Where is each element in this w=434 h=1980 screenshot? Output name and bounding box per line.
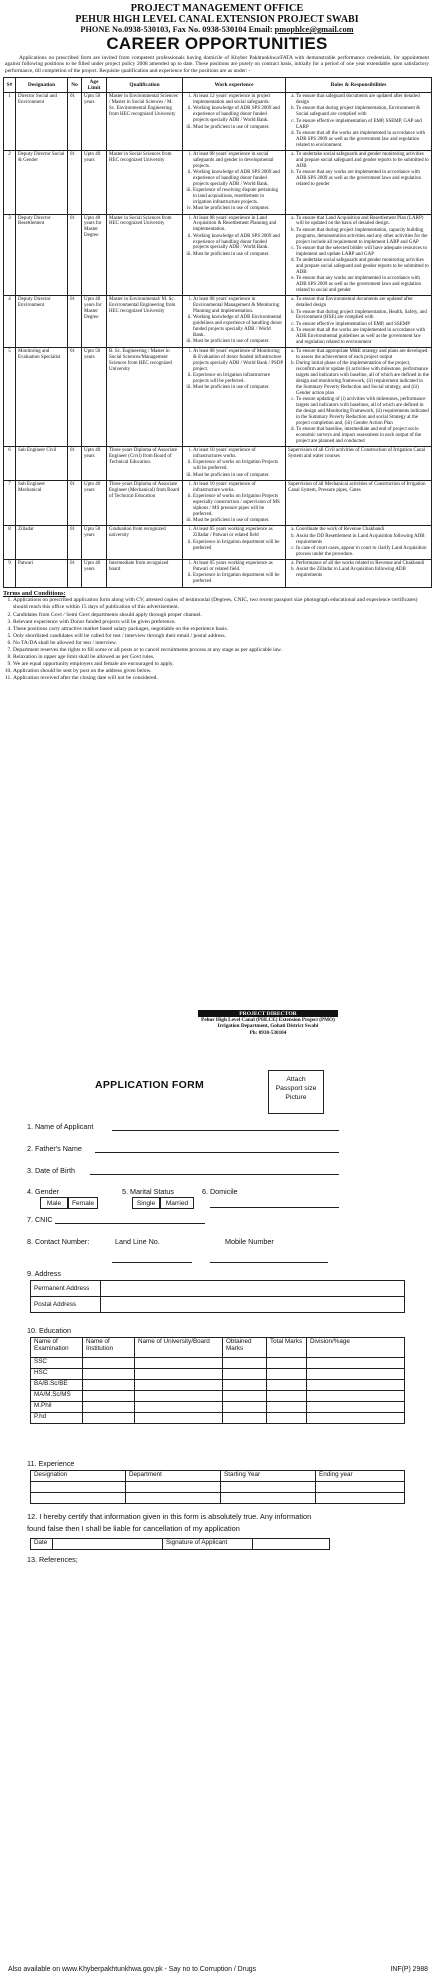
role-item: c. To ensure effective implementation of EMP, and SSEMP [296,322,429,328]
education-cell[interactable] [307,1358,405,1369]
position-row [4,296,432,348]
position-count: 01 [68,480,82,526]
position-designation: Deputy Director Resettlement [16,214,68,296]
position-count: 01 [68,526,82,560]
project-title: PEHUR HIGH LEVEL CANAL EXTENSION PROJECT SWABI [75,14,359,25]
roles-list [288,94,429,148]
role-item: a. To ensure that appropriate M&E strategy and plans are developed to assess the achievement of each project output [296,349,429,361]
experience-list [185,152,283,212]
education-cell[interactable] [307,1402,405,1413]
q8-label: 8. Contact Number: [27,1237,90,1246]
position-age: Upto 40 years for Master Degree [82,214,107,296]
position-count: 01 [68,296,82,348]
header-age: Age Limit [82,78,107,93]
q3-label: 3. Date of Birth [27,1166,75,1175]
position-sno: 2 [4,150,16,214]
position-roles [286,526,432,560]
position-count: 01 [68,348,82,447]
application-form-title: APPLICATION FORM [95,1079,205,1091]
experience-item: iii. Must be proficient in use of computer. [193,125,283,131]
position-count: 01 [68,447,82,481]
marital-married-box[interactable]: Married [160,1197,194,1209]
exp-cell[interactable] [31,1493,126,1504]
role-text: Supervision of all Civil activities of Construction of Irrigation Canal System and water courses [288,448,426,460]
position-age: Upto 50 years [82,348,107,447]
declaration-line-2: found false then I shall be liable for cancellation of my application [27,1524,240,1533]
address-row [31,1297,405,1313]
education-row [31,1358,405,1369]
header-roles: Roles & Responsibilities [286,78,432,93]
edu-header-obtained: Obtained Marks [223,1338,267,1358]
position-roles [286,348,432,447]
education-exam: M.Phil [31,1402,83,1413]
position-designation: Monitoring and Evaluation Specialist [16,348,68,447]
education-exam: HSC [31,1369,83,1380]
footer-code: INF(P) 2988 [390,1966,428,1973]
position-experience [183,348,286,447]
q7-label: 7. CNIC [27,1215,53,1224]
q1-label: 1. Name of Applicant [27,1122,94,1131]
experience-item: iii. Experience of resolving dispute pertaining to land acquisitions, resettlement in irrigation infrastructure projects. [193,188,283,206]
experience-item: i. At least 08 years' experience in social safeguards and gender in developmental projects. [193,152,283,170]
role-item: a. Coordinate the work of Revenue Chakbandi [296,527,429,533]
experience-item: i. At least 12 years' experience in project implementation and social safeguards. [193,94,283,106]
position-sno: 3 [4,214,16,296]
term-item: 4. These positions carry attractive market based salary packages, negotiable on the experience basis. [13,626,431,633]
education-body [31,1358,405,1424]
permanent-address-field[interactable] [101,1281,405,1297]
education-exam: P.hd [31,1413,83,1424]
exp-header-designation: Designation [31,1471,126,1482]
experience-row [31,1493,405,1504]
signature-field[interactable] [253,1539,330,1550]
experience-item: iii. Must be proficient in use of computer. [193,339,283,345]
header-designation: Designation [16,78,68,93]
photo-box [268,1070,324,1114]
education-row [31,1391,405,1402]
marital-single-box[interactable]: Single [132,1197,160,1209]
position-qualification: Master in Social Sciences from HEC recognized University [107,150,183,214]
phone-fax: PHONE No.0938-530103, Fax No. 0938-530104 Email: [80,25,275,34]
experience-item: iii. Must be proficient in use of computer. [193,473,283,479]
position-qualification: Three years Diploma of Associate Engineer (Civil) from Board of Technical Education. [107,447,183,481]
education-cell[interactable] [307,1391,405,1402]
education-cell[interactable] [135,1413,223,1424]
education-cell[interactable] [267,1391,307,1402]
experience-item: iii. Must be proficient in use of computer. [193,518,283,524]
position-count: 01 [68,560,82,587]
intro-paragraph: Applications on prescribed form are invited from competent professionals having domicile of Khyber Pakhtunkhwa/FATA with demonstrable performance credentials, for appointment against following positions to be filled under project policy 2008 amended up to date. These positions are purely on contract basis, initially for a period of one year extendable upon satisfactory performance, till completion of the project. Requisite qualification and experience for the positions are as under: - [5,55,429,74]
position-age: Upto 40 years [82,480,107,526]
experience-item: i. At least 08 years' experience in Land Acquisition & Resettlement Planning and implementation. [193,216,283,234]
experience-item: ii. Experience on Irrigation infrastructure projects will be preferred. [193,373,283,385]
father-name-field[interactable] [95,1145,339,1153]
education-cell[interactable] [267,1402,307,1413]
terms-list [3,597,431,682]
experience-item: ii. Experience of works on Irrigation Projects especially construction / supervision of MS siphons / MS pressure pipes will be preferred. [193,494,283,518]
position-qualification: Three years Diploma of Associate Engineer (Mechanical) from Board of Technical Education [107,480,183,526]
mobile-field[interactable] [210,1255,328,1263]
applicant-name-field[interactable] [112,1123,339,1131]
position-qualification: B. Sc. Engineering / Master in Social Sciences/Management Sciences from HEC recognized University [107,348,183,447]
position-roles [286,447,432,481]
position-qualification: Master in Environmental/ M. Sc. Environmental Engineering from HEC recognized University [107,296,183,348]
position-row [4,526,432,560]
education-cell[interactable] [223,1402,267,1413]
career-heading: CAREER OPPORTUNITIES [106,34,328,53]
experience-list [185,561,283,585]
experience-item: i. At least 05 years working experience as Patwari or related field. [193,561,283,573]
education-cell[interactable] [83,1402,135,1413]
footer-website[interactable]: Also available on www.Khyberpakhtunkhwa.gov.pk - Say no to Corruption / Drugs [8,1966,257,1973]
photo-line-1: Attach [286,1076,306,1083]
role-item: b. To ensure that during project implementation, Environment & Social safeguard are complied with [296,106,429,118]
pd-title: PROJECT DIRECTOR [198,1010,338,1017]
term-item: 9. We are equal opportunity employers and female are encouraged to apply. [13,661,431,668]
experience-item: ii. Working knowledge of ADB Environmental guidelines and experience of handling donor funded projects specially ADB / World Bank. [193,315,283,339]
experience-row [31,1482,405,1493]
education-cell[interactable] [307,1380,405,1391]
exp-cell[interactable] [126,1482,221,1493]
role-item: c. In case of court cases, appear in court to clarify Land Acquisition process under the procedure. [296,546,429,558]
education-cell[interactable] [223,1358,267,1369]
education-row [31,1402,405,1413]
position-roles [286,150,432,214]
education-cell[interactable] [135,1369,223,1380]
experience-item: ii. Working knowledge of ADB SPS 2009 and experience of handling donor funded projects specially ADB / World Bank. [193,234,283,252]
photo-line-3: Picture [285,1094,307,1101]
position-experience [183,93,286,151]
position-age: Upto 40 years [82,560,107,587]
position-designation: Deputy Director Environment [16,296,68,348]
term-item: 6. No TA/DA shall be allowed for test / interview. [13,640,431,647]
position-sno: 7 [4,480,16,526]
position-roles [286,214,432,296]
roles-list [288,527,429,557]
experience-table [30,1470,405,1504]
landline-field[interactable] [112,1255,192,1263]
term-item: 2. Candidates from Govt / Semi Govt departments should apply through proper channel. [13,612,431,619]
position-qualification: Master in Social Sciences from HEC recognized University [107,214,183,296]
education-row [31,1413,405,1424]
education-table [30,1337,405,1424]
role-item: a. To undertake social safeguards and gender monitoring activities and prepare social safeguard and gender reports to be submitted to ADB [296,152,429,170]
education-cell[interactable] [307,1413,405,1424]
gender-male-box[interactable]: Male [40,1197,68,1209]
role-item: b. To ensure that any works are implemented in accordance with ADB SPS 2009 as well as the government laws and regulation related to gender [296,170,429,188]
experience-item: iii. Must be proficient in use of computer. [193,252,283,258]
education-cell[interactable] [223,1369,267,1380]
experience-item: i. At least 10 years' experience of infrastructures works. [193,448,283,460]
role-item: b. To ensure that during project implementation, Health, Safety, and Environment (HSE) are complied with [296,310,429,322]
office-title: PROJECT MANAGEMENT OFFICE [130,3,304,14]
position-row [4,348,432,447]
q10-label: 10. Education [27,1326,71,1335]
q2-label: 2. Father's Name [27,1144,82,1153]
position-roles [286,93,432,151]
education-cell[interactable] [267,1358,307,1369]
position-experience [183,526,286,560]
position-experience [183,150,286,214]
role-item: b. Assist the Zilladar in Land Acquisition following ADB requirements [296,567,429,579]
terms-title: Terms and Conditions: [3,589,66,597]
education-cell[interactable] [135,1391,223,1402]
position-roles [286,296,432,348]
permanent-address-label: Permanent Address [31,1281,101,1297]
position-age: Upto 50 years [82,526,107,560]
education-cell[interactable] [223,1391,267,1402]
education-cell[interactable] [135,1358,223,1369]
position-sno: 9 [4,560,16,587]
role-item: e. To ensure that any works are implemented in accordance with ADB SPS 2009 as well as the government laws and regulation related to social and gender [296,276,429,294]
advertisement-page [3,2,431,1978]
position-age: Upto 40 years for Master Degree [82,296,107,348]
q13-label: 13. References; [27,1555,78,1564]
positions-header-row [4,78,432,93]
experience-item: i. At least 08 years' experience of Monitoring & Evaluation of donor funded infrastructure projects specially ADB / World Bank / PSDP project. [193,349,283,373]
education-cell[interactable] [267,1413,307,1424]
role-item: d. To undertake social safeguards and gender monitoring activities and prepare social safeguard and gender reports to be submitted to ADB [296,258,429,276]
role-item: c. To ensure that the selected bidder will have adequate resources to implement and update LARP and GAP [296,246,429,258]
header-experience: Work experience [183,78,286,93]
exp-cell[interactable] [31,1482,126,1493]
education-cell[interactable] [83,1391,135,1402]
position-count: 01 [68,214,82,296]
experience-item: ii. Experience in Irrigation department will be preferred [193,540,283,552]
education-cell[interactable] [267,1369,307,1380]
roles-list [288,152,429,188]
position-roles [286,480,432,526]
experience-list [185,216,283,258]
position-sno: 1 [4,93,16,151]
term-item: 11. Application received after the closing date will not be considered. [13,675,431,682]
education-cell[interactable] [83,1369,135,1380]
photo-line-2: Passport size [275,1085,317,1092]
exp-header-start: Starting Year [221,1471,316,1482]
role-item: b. During initial phase of the implementation of the project, reconfirm and/or update (i) activities with milestone, performance targets and indicators with baseline, all of which are defined in the design and monitoring framework, (ii) requirement indicated in the Summary Poverty Reduction and Social strategy, and (iii) Gender action plan [296,361,429,396]
edu-header-board: Name of University/Board [135,1338,223,1358]
role-item: b. Assist the DD Resettlement in Land Acquisition following ADB requirements [296,534,429,546]
role-item: d. To ensure that all the works are implemented in accordance with ADB Environmental guidelines as well as the government law and regulation related to environment [296,328,429,346]
position-qualification: Intermediate from recognized board [107,560,183,587]
position-row [4,214,432,296]
roles-list [288,561,429,579]
position-designation: Patwari [16,560,68,587]
experience-item: ii. Working knowledge of ADB SPS 2009 and experience of handling donor funded projects specially ADB / World Bank. [193,170,283,188]
exp-cell[interactable] [221,1493,316,1504]
role-item: c. To ensure updating of (i) activities with milestones, performance targets and indicators with baselines, all of which are defined in the design and Monitoring Framework, (ii) requirements indicated in the Summary Poverty Reduction and social Strategy at the project completion and, (iii) Gender Action Plan [296,397,429,427]
role-item: a. To ensure that Land Acquisition and Resettlement Plan (LARP) will be updated on the basis of detailed design. [296,216,429,228]
postal-address-field[interactable] [101,1297,405,1313]
term-item: 3. Relevant experience with Donor funded projects will be given preference. [13,619,431,626]
experience-item: i. At least 08 years' experience in Environmental Management & Monitoring Planning and implementation. [193,297,283,315]
education-exam: BA/B.Sc/BE [31,1380,83,1391]
position-designation: Sub Engineer Mechanical [16,480,68,526]
email-link[interactable]: pmophlce@gmail.com [274,25,354,34]
education-exam: MA/M.Sc/MS [31,1391,83,1402]
experience-item: iv. Must be proficient in use of computer. [193,206,283,212]
dob-field[interactable] [90,1167,339,1175]
experience-list [185,94,283,130]
gender-female-box[interactable]: Female [68,1197,98,1209]
position-designation: Deputy Director Social & Gender [16,150,68,214]
role-item: a. To ensure that safeguard documents are updated after detailed design [296,94,429,106]
role-text: Supervision of all Mechanical activities of Construction of Irrigation Canal System, Pressure pipes, Gates [288,481,426,493]
exp-header-department: Department [126,1471,221,1482]
position-age: Upto 40 years [82,150,107,214]
experience-list [185,297,283,345]
pd-line3: Ph: 0938-530104 [249,1029,287,1036]
project-director-box [198,1010,338,1036]
position-count: 01 [68,93,82,151]
experience-list [185,482,283,524]
edu-header-total: Total Marks [267,1338,307,1358]
exp-cell[interactable] [316,1482,405,1493]
education-cell[interactable] [267,1380,307,1391]
term-item: 10. Application should be sent by post on the address given below. [13,668,431,675]
exp-cell[interactable] [126,1493,221,1504]
experience-item: i. At least 05 years working experience as Zilladar / Patwari or related field [193,527,283,539]
education-header-row [31,1338,405,1358]
education-cell[interactable] [307,1369,405,1380]
exp-header-end: Ending year [316,1471,405,1482]
position-sno: 4 [4,296,16,348]
q4-label: 4. Gender [27,1187,59,1196]
q9-label: 9. Address [27,1269,61,1278]
signature-table [30,1538,330,1550]
experience-item: i. At least 10 years' experience of infrastructure works. [193,482,283,494]
header-sno: S# [4,78,16,93]
experience-list [185,448,283,478]
experience-list [185,349,283,391]
position-roles [286,560,432,587]
signature-row [31,1539,330,1550]
education-cell[interactable] [135,1402,223,1413]
position-count: 01 [68,150,82,214]
position-qualification: Master in Environmental Sciences / Master in Social Sciences / M. Sc. Environmental Engineering from HEC recognized University [107,93,183,151]
position-row [4,150,432,214]
role-item: d. To ensure that all the works are implemented in accordance with ADB SPS 2009 as well as the government law and regulation related to environment. [296,131,429,149]
role-item: a. To ensure that Environmental documents are updated after detailed design [296,297,429,309]
address-table [30,1280,405,1313]
education-cell[interactable] [135,1380,223,1391]
education-cell[interactable] [223,1413,267,1424]
q6-label: 6. Domicile [202,1187,238,1196]
term-item: 7. Department reserves the rights to fill some or all posts or to cancel recruitments process at any stage as per applicable law. [13,647,431,654]
mobile-label: Mobile Number [225,1237,274,1246]
role-item: a. Performance of all the works related to Revenue and Chakbandi [296,561,429,567]
edu-header-institution: Name of Institution [83,1338,135,1358]
pd-line2: Irrigation Department, Gohati District Swabi [217,1023,319,1030]
position-experience [183,214,286,296]
date-field[interactable] [53,1539,163,1550]
experience-item: iii. Must be proficient in use of computer. [193,385,283,391]
roles-list [288,216,429,294]
header-no: No [68,78,82,93]
exp-cell[interactable] [316,1493,405,1504]
date-label: Date [31,1539,53,1550]
header-qualification: Qualification [107,78,183,93]
education-cell[interactable] [83,1358,135,1369]
edu-header-exam: Name of Examination [31,1338,83,1358]
education-cell[interactable] [83,1380,135,1391]
position-sno: 6 [4,447,16,481]
edu-header-division: Division/%age [307,1338,405,1358]
experience-item: ii. Experience of works on Irrigation Projects will be preferred. [193,460,283,472]
cnic-field[interactable] [55,1216,205,1224]
pd-line1: Pehur High Level Canal (PHLCE) Extension Project (PMO) [201,1017,335,1024]
positions-table [3,77,432,587]
position-experience [183,296,286,348]
experience-header-row [31,1471,405,1482]
q11-label: 11. Experience [27,1459,75,1468]
position-sno: 5 [4,348,16,447]
position-row [4,447,432,481]
roles-list [288,297,429,345]
position-qualification: Graduation from recognized university [107,526,183,560]
position-experience [183,480,286,526]
education-cell[interactable] [223,1380,267,1391]
role-item: c. To ensure effective implementation of EMP, SSEMP, GAP and LARP [296,119,429,131]
position-sno: 8 [4,526,16,560]
positions-body [4,93,432,587]
landline-label: Land Line No. [115,1237,160,1246]
term-item: 5. Only shortlisted candidates will be called for test / interview through their email / postal address. [13,633,431,640]
education-exam: SSC [31,1358,83,1369]
position-designation: Director Social and Environment [16,93,68,151]
declaration-line-1: 12. I hereby certify that information given in this form is absolutely true. Any information [27,1512,312,1521]
position-experience [183,447,286,481]
position-designation: Zilladar [16,526,68,560]
postal-address-label: Postal Address [31,1297,101,1313]
roles-list [288,349,429,445]
experience-item: ii. Working knowledge of ADB SPS 2009 and experience of handling donor funded projects specially ADB / World Bank. [193,106,283,124]
role-item: b. To ensure that during project implementation, capacity building programs, demonstration activities and any other activities for the project include all requirement to implement LARP and GAP [296,228,429,246]
experience-list [185,527,283,551]
exp-cell[interactable] [221,1482,316,1493]
signature-label: Signature of Applicant [163,1539,253,1550]
experience-item: ii. Experience in Irrigation department will be preferred [193,573,283,585]
role-item: d. To ensure that baseline, intermediate and end of project socio economic surveys and impact assessment in each output of the project are planned and conducted [296,427,429,445]
position-row [4,560,432,587]
term-item: 1. Applications on prescribed application form along with CV, attested copies of testimonial (Degrees, CNIC, two recent passport size photograph educational and experience certificates) should reach this office within 15 days of publication of this advertisement. [13,597,431,611]
position-age: Upto 50 years [82,93,107,151]
position-designation: Sub Engineer Civil [16,447,68,481]
education-cell[interactable] [83,1413,135,1424]
position-experience [183,560,286,587]
education-row [31,1380,405,1391]
position-age: Upto 40 years [82,447,107,481]
term-item: 8. Relaxation in upper age limit shall be allowed as per Govt rules. [13,654,431,661]
domicile-field[interactable] [210,1200,339,1208]
education-row [31,1369,405,1380]
q5-label: 5. Marital Status [122,1187,174,1196]
address-row [31,1281,405,1297]
position-row [4,93,432,151]
position-row [4,480,432,526]
